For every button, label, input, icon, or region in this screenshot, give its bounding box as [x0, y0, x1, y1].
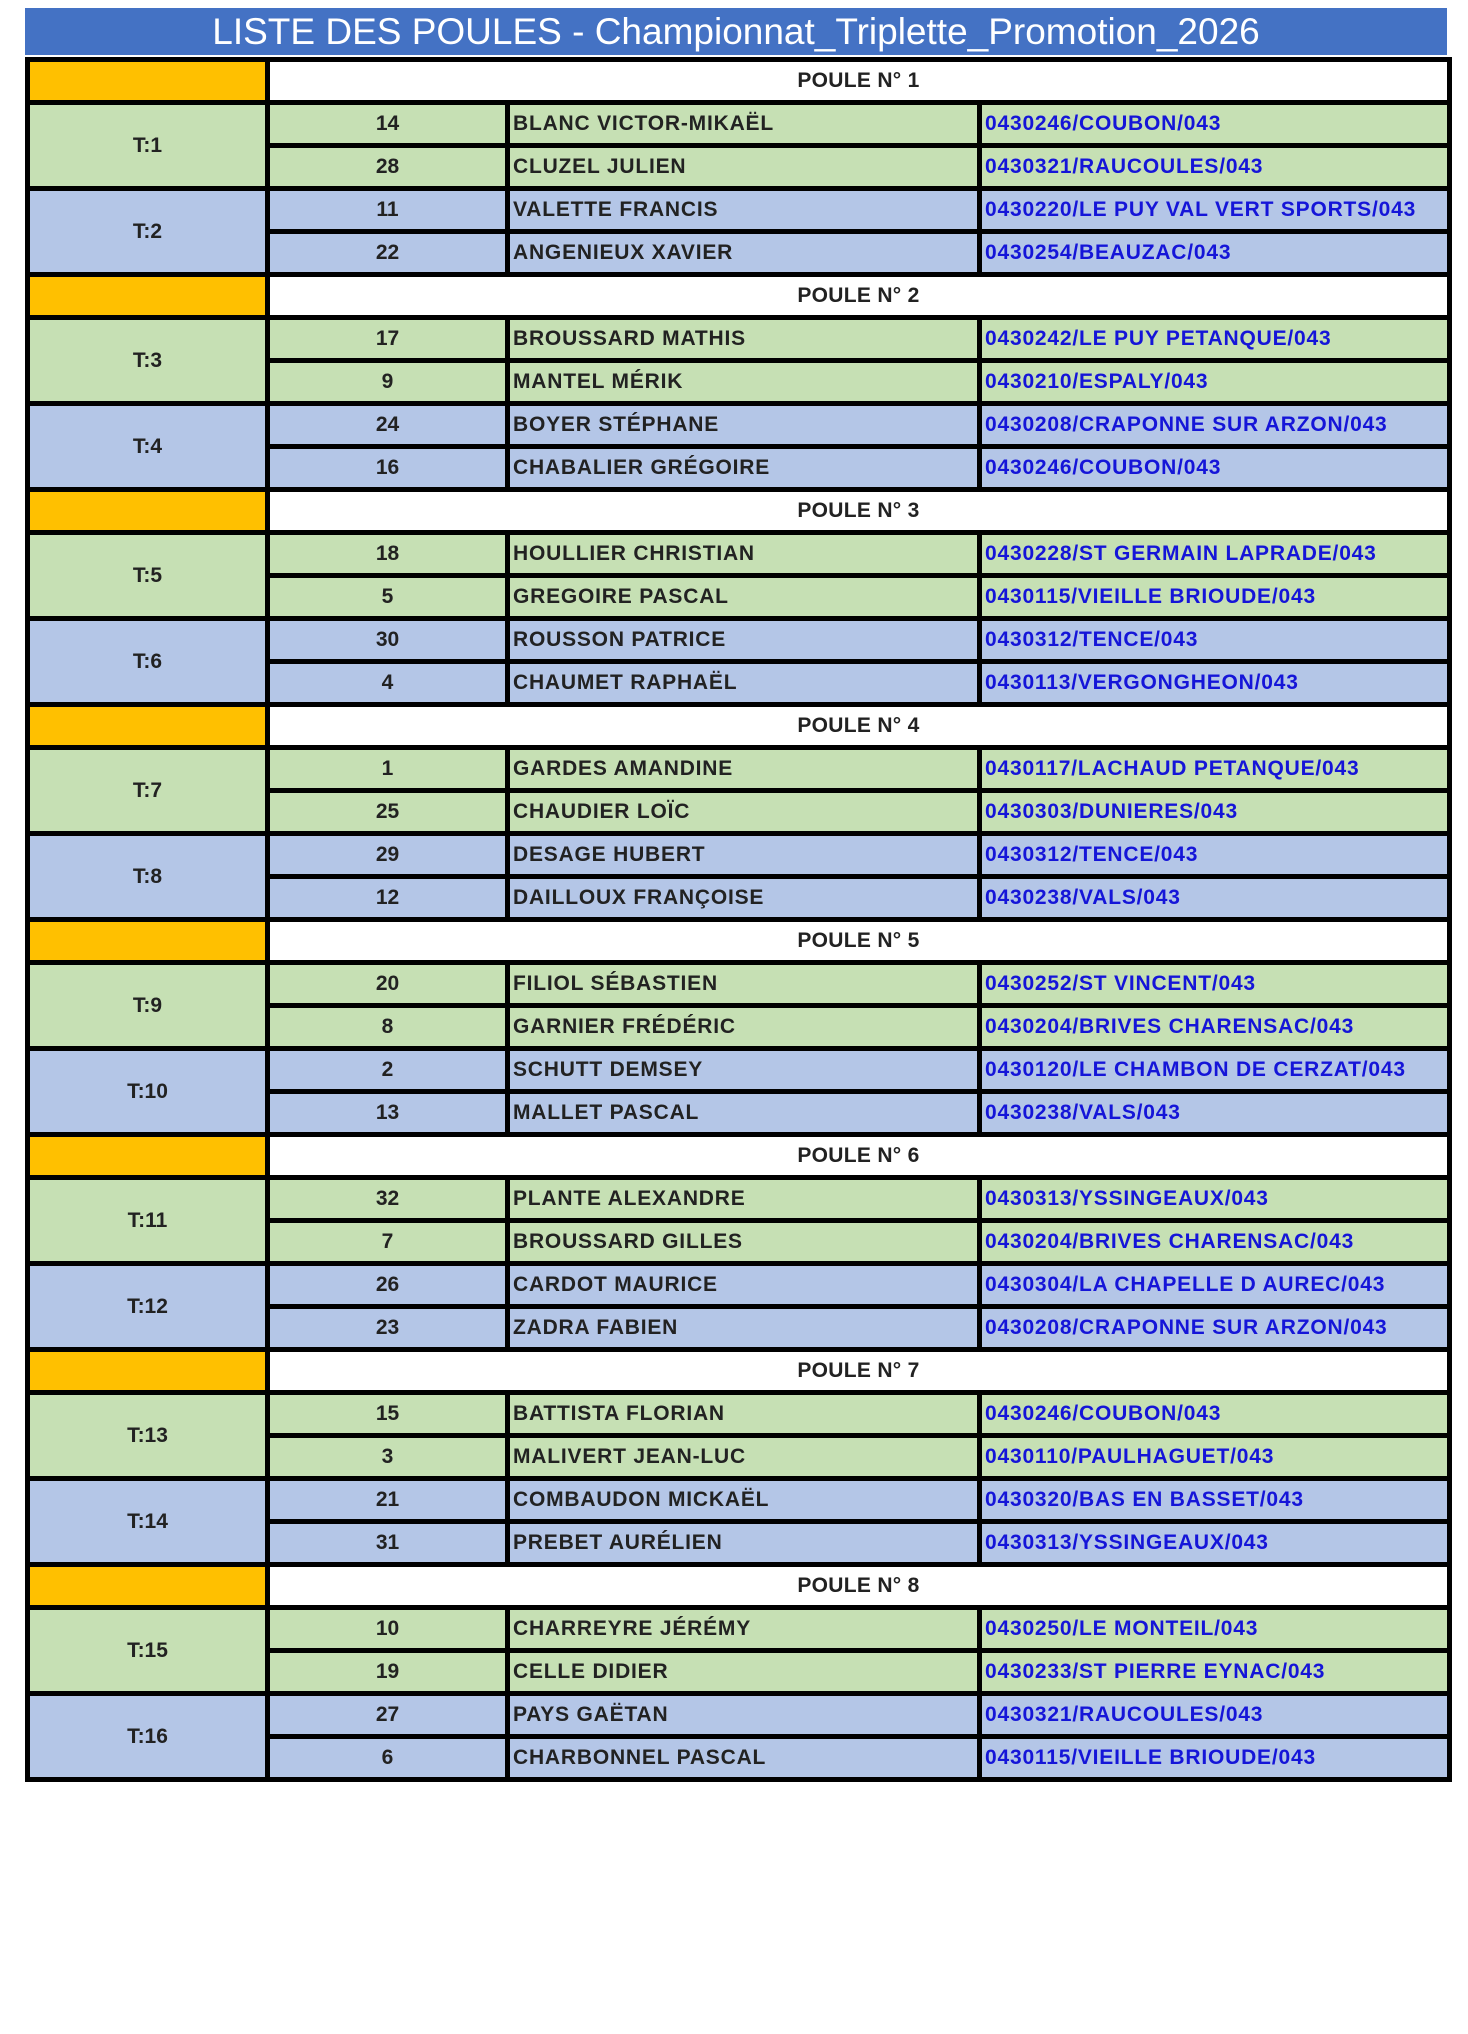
poule-header-row [28, 1135, 1450, 1178]
player-number: 27 [268, 1694, 508, 1737]
player-number: 14 [268, 103, 508, 146]
player-club: 0430228/ST GERMAIN LAPRADE/043 [980, 533, 1450, 576]
player-number: 24 [268, 404, 508, 447]
player-number: 22 [268, 232, 508, 275]
player-club: 0430246/COUBON/043 [980, 1393, 1450, 1436]
player-club: 0430312/TENCE/043 [980, 834, 1450, 877]
team-label: T:15 [28, 1608, 268, 1694]
player-row [28, 1393, 1450, 1436]
player-row [28, 189, 1450, 232]
player-number: 2 [268, 1049, 508, 1092]
poule-marker [28, 275, 268, 318]
player-club: 0430246/COUBON/043 [980, 103, 1450, 146]
player-club: 0430110/PAULHAGUET/043 [980, 1436, 1450, 1479]
player-name: FILIOL SÉBASTIEN [508, 963, 980, 1006]
poule-header-row [28, 1565, 1450, 1608]
player-number: 3 [268, 1436, 508, 1479]
player-name: COMBAUDON MICKAËL [508, 1479, 980, 1522]
player-club: 0430204/BRIVES CHARENSAC/043 [980, 1221, 1450, 1264]
poule-title: POULE N° 8 [268, 1565, 1450, 1608]
player-row [28, 748, 1450, 791]
player-club: 0430320/BAS EN BASSET/043 [980, 1479, 1450, 1522]
player-number: 9 [268, 361, 508, 404]
team-label: T:12 [28, 1264, 268, 1350]
player-number: 5 [268, 576, 508, 619]
player-name: PLANTE ALEXANDRE [508, 1178, 980, 1221]
team-label: T:2 [28, 189, 268, 275]
player-name: MALIVERT JEAN-LUC [508, 1436, 980, 1479]
player-name: HOULLIER CHRISTIAN [508, 533, 980, 576]
player-row [28, 834, 1450, 877]
player-name: SCHUTT DEMSEY [508, 1049, 980, 1092]
player-name: VALETTE FRANCIS [508, 189, 980, 232]
player-row [28, 963, 1450, 1006]
player-number: 29 [268, 834, 508, 877]
player-name: DESAGE HUBERT [508, 834, 980, 877]
player-name: GARDES AMANDINE [508, 748, 980, 791]
poule-marker [28, 705, 268, 748]
team-label: T:4 [28, 404, 268, 490]
team-label: T:10 [28, 1049, 268, 1135]
team-label: T:13 [28, 1393, 268, 1479]
player-club: 0430210/ESPALY/043 [980, 361, 1450, 404]
player-number: 28 [268, 146, 508, 189]
page-title: LISTE DES POULES - Championnat_Triplette_Promotion_2026 [25, 8, 1447, 55]
player-number: 19 [268, 1651, 508, 1694]
player-row [28, 1264, 1450, 1307]
player-name: GARNIER FRÉDÉRIC [508, 1006, 980, 1049]
poule-header-row [28, 1350, 1450, 1393]
player-number: 8 [268, 1006, 508, 1049]
player-name: CELLE DIDIER [508, 1651, 980, 1694]
team-label: T:7 [28, 748, 268, 834]
player-number: 7 [268, 1221, 508, 1264]
player-number: 26 [268, 1264, 508, 1307]
player-name: BROUSSARD GILLES [508, 1221, 980, 1264]
player-name: BROUSSARD MATHIS [508, 318, 980, 361]
player-name: PREBET AURÉLIEN [508, 1522, 980, 1565]
player-club: 0430115/VIEILLE BRIOUDE/043 [980, 576, 1450, 619]
player-club: 0430238/VALS/043 [980, 1092, 1450, 1135]
poules-table [25, 57, 1452, 1782]
team-label: T:14 [28, 1479, 268, 1565]
poule-title: POULE N° 6 [268, 1135, 1450, 1178]
player-row [28, 1178, 1450, 1221]
player-row [28, 1608, 1450, 1651]
player-number: 15 [268, 1393, 508, 1436]
player-club: 0430220/LE PUY VAL VERT SPORTS/043 [980, 189, 1450, 232]
poule-marker [28, 1565, 268, 1608]
player-name: ANGENIEUX XAVIER [508, 232, 980, 275]
player-club: 0430208/CRAPONNE SUR ARZON/043 [980, 1307, 1450, 1350]
player-number: 25 [268, 791, 508, 834]
player-name: GREGOIRE PASCAL [508, 576, 980, 619]
player-row [28, 404, 1450, 447]
player-club: 0430303/DUNIERES/043 [980, 791, 1450, 834]
poule-marker [28, 1350, 268, 1393]
player-number: 21 [268, 1479, 508, 1522]
player-club: 0430304/LA CHAPELLE D AUREC/043 [980, 1264, 1450, 1307]
poule-title: POULE N° 1 [268, 60, 1450, 103]
player-club: 0430238/VALS/043 [980, 877, 1450, 920]
player-name: MANTEL MÉRIK [508, 361, 980, 404]
player-row [28, 318, 1450, 361]
poule-header-row [28, 920, 1450, 963]
team-label: T:8 [28, 834, 268, 920]
poule-title: POULE N° 5 [268, 920, 1450, 963]
player-club: 0430254/BEAUZAC/043 [980, 232, 1450, 275]
player-number: 18 [268, 533, 508, 576]
player-row [28, 1694, 1450, 1737]
player-name: CHAUDIER LOÏC [508, 791, 980, 834]
player-club: 0430117/LACHAUD PETANQUE/043 [980, 748, 1450, 791]
player-name: CHARREYRE JÉRÉMY [508, 1608, 980, 1651]
player-club: 0430242/LE PUY PETANQUE/043 [980, 318, 1450, 361]
team-label: T:9 [28, 963, 268, 1049]
player-number: 11 [268, 189, 508, 232]
player-row [28, 1049, 1450, 1092]
poule-title: POULE N° 4 [268, 705, 1450, 748]
player-club: 0430321/RAUCOULES/043 [980, 146, 1450, 189]
player-club: 0430120/LE CHAMBON DE CERZAT/043 [980, 1049, 1450, 1092]
poule-marker [28, 490, 268, 533]
player-number: 23 [268, 1307, 508, 1350]
player-number: 16 [268, 447, 508, 490]
player-name: CHARBONNEL PASCAL [508, 1737, 980, 1780]
player-number: 30 [268, 619, 508, 662]
player-row [28, 533, 1450, 576]
player-club: 0430313/YSSINGEAUX/043 [980, 1522, 1450, 1565]
poule-header-row [28, 275, 1450, 318]
poule-marker [28, 920, 268, 963]
poule-marker [28, 60, 268, 103]
poule-title: POULE N° 2 [268, 275, 1450, 318]
player-club: 0430246/COUBON/043 [980, 447, 1450, 490]
team-label: T:5 [28, 533, 268, 619]
team-label: T:6 [28, 619, 268, 705]
player-number: 32 [268, 1178, 508, 1221]
player-name: DAILLOUX FRANÇOISE [508, 877, 980, 920]
player-name: BOYER STÉPHANE [508, 404, 980, 447]
player-name: BATTISTA FLORIAN [508, 1393, 980, 1436]
team-label: T:3 [28, 318, 268, 404]
player-name: PAYS GAËTAN [508, 1694, 980, 1737]
player-name: CARDOT MAURICE [508, 1264, 980, 1307]
player-row [28, 103, 1450, 146]
player-row [28, 619, 1450, 662]
player-number: 4 [268, 662, 508, 705]
player-name: CHAUMET RAPHAËL [508, 662, 980, 705]
team-label: T:1 [28, 103, 268, 189]
player-club: 0430312/TENCE/043 [980, 619, 1450, 662]
player-number: 6 [268, 1737, 508, 1780]
player-row [28, 1479, 1450, 1522]
poule-header-row [28, 705, 1450, 748]
player-number: 10 [268, 1608, 508, 1651]
team-label: T:16 [28, 1694, 268, 1780]
player-club: 0430204/BRIVES CHARENSAC/043 [980, 1006, 1450, 1049]
player-number: 17 [268, 318, 508, 361]
player-club: 0430208/CRAPONNE SUR ARZON/043 [980, 404, 1450, 447]
player-name: CHABALIER GRÉGOIRE [508, 447, 980, 490]
poule-title: POULE N° 7 [268, 1350, 1450, 1393]
player-number: 1 [268, 748, 508, 791]
player-number: 12 [268, 877, 508, 920]
player-club: 0430321/RAUCOULES/043 [980, 1694, 1450, 1737]
player-name: MALLET PASCAL [508, 1092, 980, 1135]
poule-marker [28, 1135, 268, 1178]
player-name: BLANC VICTOR-MIKAËL [508, 103, 980, 146]
poule-title: POULE N° 3 [268, 490, 1450, 533]
player-club: 0430250/LE MONTEIL/043 [980, 1608, 1450, 1651]
player-name: ROUSSON PATRICE [508, 619, 980, 662]
player-club: 0430313/YSSINGEAUX/043 [980, 1178, 1450, 1221]
player-number: 13 [268, 1092, 508, 1135]
player-club: 0430252/ST VINCENT/043 [980, 963, 1450, 1006]
player-name: ZADRA FABIEN [508, 1307, 980, 1350]
team-label: T:11 [28, 1178, 268, 1264]
poule-header-row [28, 60, 1450, 103]
poule-header-row [28, 490, 1450, 533]
player-number: 20 [268, 963, 508, 1006]
player-number: 31 [268, 1522, 508, 1565]
player-name: CLUZEL JULIEN [508, 146, 980, 189]
player-club: 0430115/VIEILLE BRIOUDE/043 [980, 1737, 1450, 1780]
player-club: 0430233/ST PIERRE EYNAC/043 [980, 1651, 1450, 1694]
player-club: 0430113/VERGONGHEON/043 [980, 662, 1450, 705]
